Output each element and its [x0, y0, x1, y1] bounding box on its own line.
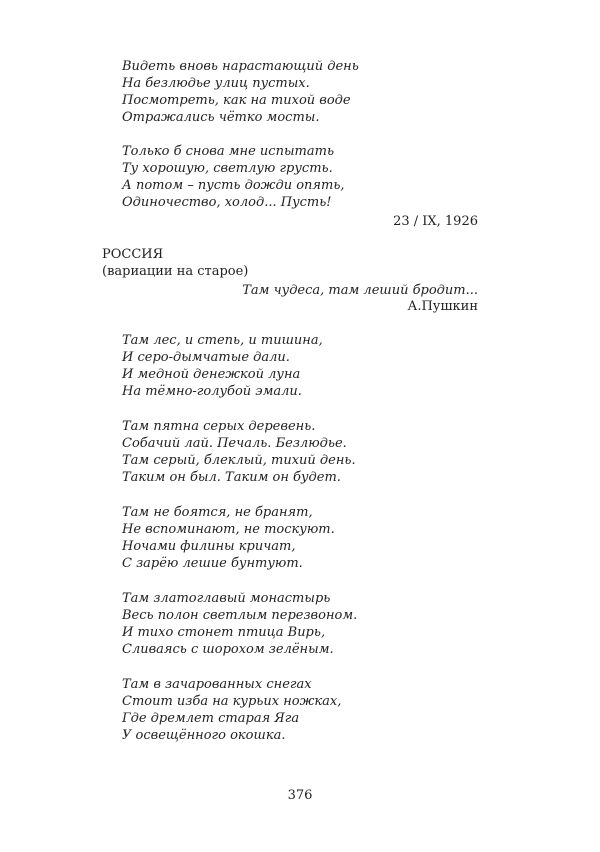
verse-line: Там златоглавый монастырь — [122, 591, 331, 606]
verse-line: И тихо стонет птица Вирь, — [122, 625, 326, 640]
poem-date: 23 / IX, 1926 — [393, 214, 478, 229]
verse-line: И серо-дымчатые дали. — [122, 350, 290, 365]
poem-2 — [122, 332, 357, 761]
verse-line: Где дремлет старая Яга — [122, 711, 300, 726]
verse-line: Таким он был. Таким он будет. — [122, 470, 341, 485]
epigraph-author: А.Пушкин — [407, 299, 478, 314]
epigraph: Там чудеса, там леший бродит... — [242, 283, 478, 298]
verse-line: На безлюдье улиц пустых. — [122, 76, 310, 91]
verse-line: Там лес, и степь, и тишина, — [122, 333, 323, 348]
verse-line: Ту хорошую, светлую грусть. — [122, 161, 333, 176]
stanza — [122, 504, 357, 572]
stanza — [122, 418, 357, 486]
verse-line: Отражались чётко мосты. — [122, 110, 320, 125]
verse-line: Там не боятся, не бранят, — [122, 505, 313, 520]
verse-line: Только б снова мне испытать — [122, 144, 335, 159]
verse-line: У освещённого окошка. — [122, 728, 286, 743]
verse-line: Весь полон светлым перезвоном. — [122, 608, 358, 623]
stanza — [122, 143, 359, 211]
stanza — [122, 590, 357, 658]
verse-line: Там пятна серых деревень. — [122, 419, 316, 434]
page-number: 376 — [287, 788, 313, 803]
verse-line: Там в зачарованных снегах — [122, 677, 312, 692]
verse-line: Там серый, блеклый, тихий день. — [122, 453, 356, 468]
verse-line: Посмотреть, как на тихой воде — [122, 93, 351, 108]
verse-line: Стоит изба на курьих ножках, — [122, 694, 342, 709]
poem-title: РОССИЯ — [102, 247, 164, 262]
verse-line: Одиночество, холод... Пусть! — [122, 195, 332, 210]
poem-subtitle: (вариации на старое) — [102, 264, 249, 279]
verse-line: Собачий лай. Печаль. Безлюдье. — [122, 436, 347, 451]
stanza — [122, 676, 357, 744]
verse-line: Видеть вновь нарастающий день — [122, 59, 359, 74]
verse-line: И медной денежкой луна — [122, 367, 301, 382]
verse-line: Сливаясь с шорохом зелёным. — [122, 642, 334, 657]
verse-line: Ночами филины кричат, — [122, 539, 296, 554]
verse-line: А потом – пусть дожди опять, — [122, 178, 345, 193]
poem-1 — [122, 58, 359, 228]
stanza — [122, 58, 359, 126]
verse-line: На тёмно-голубой эмали. — [122, 384, 302, 399]
verse-line: Не вспоминают, не тоскуют. — [122, 522, 335, 537]
verse-line: С зарёю лешие бунтуют. — [122, 556, 303, 571]
stanza — [122, 332, 357, 400]
